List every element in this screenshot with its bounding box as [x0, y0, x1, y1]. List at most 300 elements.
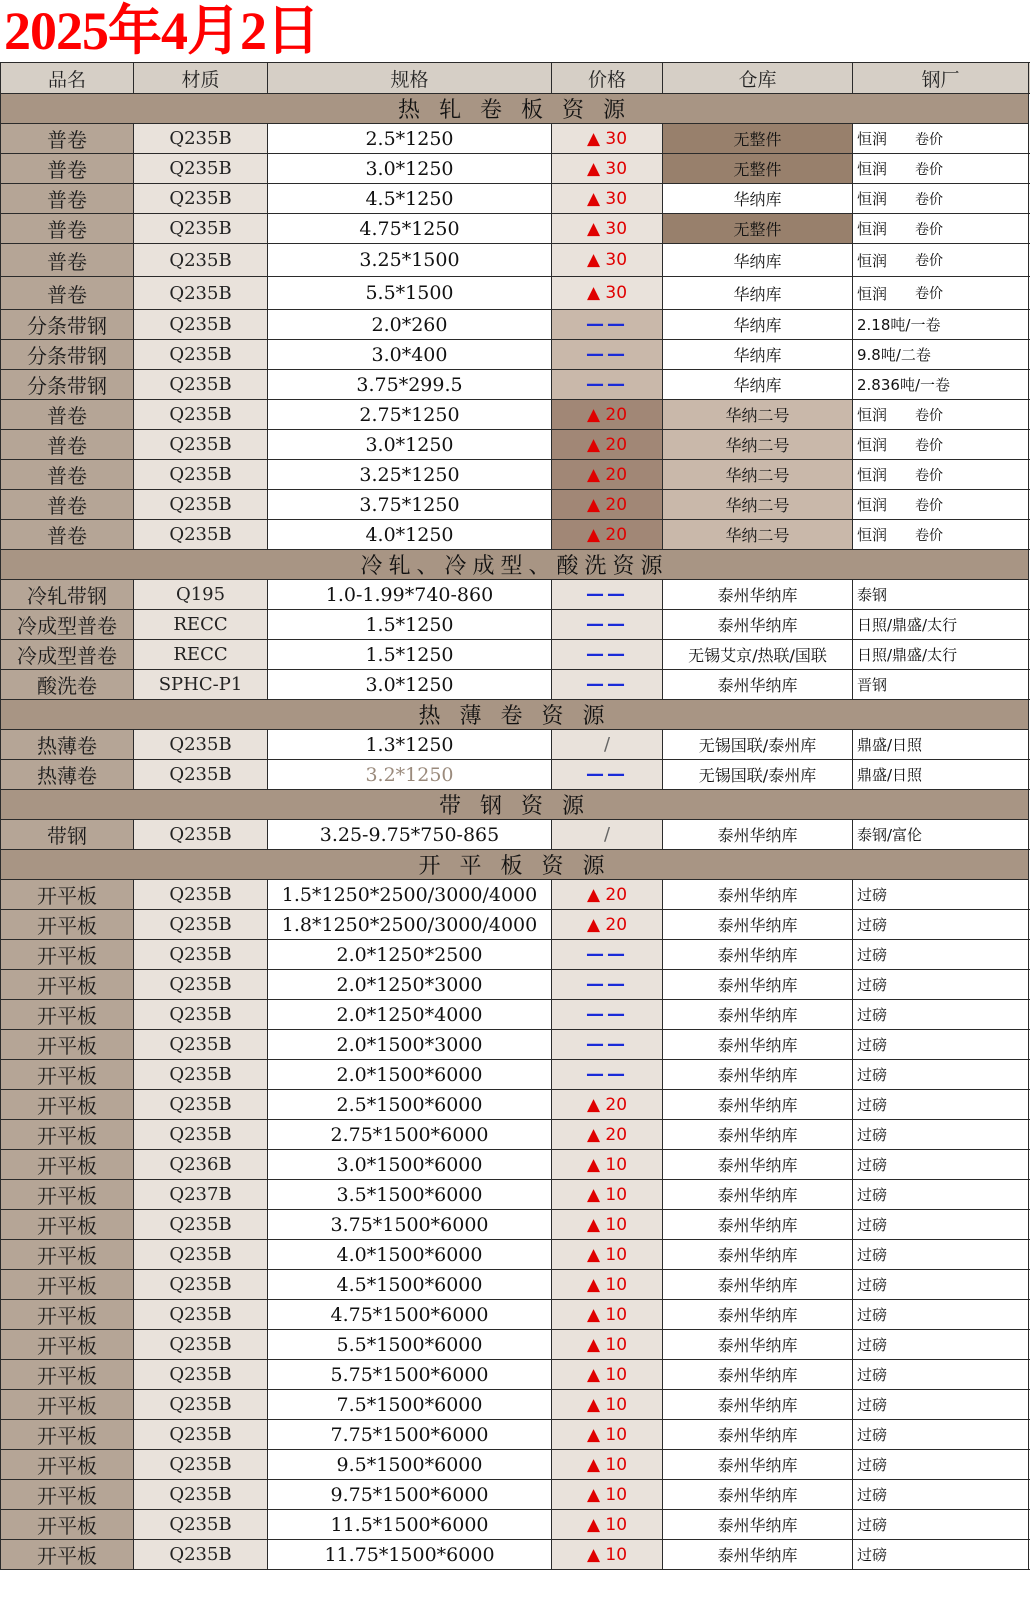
mill-cell	[853, 520, 1029, 549]
table-row	[0, 940, 1030, 970]
table-row	[0, 1090, 1030, 1120]
header-spec: 规格	[268, 63, 552, 93]
material-cell: Q235B	[134, 430, 268, 459]
product-name-cell: 普卷	[0, 520, 134, 549]
product-name-cell: 酸洗卷	[0, 670, 134, 699]
product-name-cell: 带钢	[0, 820, 134, 849]
warehouse-cell: 华纳库	[663, 340, 853, 369]
mill-cell	[853, 1420, 1029, 1449]
table-row	[0, 244, 1030, 277]
material-cell: Q235B	[134, 1090, 268, 1119]
mill-name: 晋钢	[857, 676, 888, 694]
material-cell: Q235B	[134, 910, 268, 939]
warehouse-cell: 泰州华纳库	[663, 1000, 853, 1029]
section-header: 开 平 板 资 源	[0, 850, 1029, 880]
table-body	[0, 94, 1030, 1570]
warehouse-cell: 泰州华纳库	[663, 1060, 853, 1089]
price-cell: ▲ 10	[552, 1480, 663, 1509]
price-cell: ▲ 10	[552, 1240, 663, 1269]
spec-cell: 3.0*400	[268, 340, 552, 369]
spec-cell: 3.0*1250	[268, 430, 552, 459]
material-cell: RECC	[134, 610, 268, 639]
warehouse-cell: 泰州华纳库	[663, 880, 853, 909]
spec-cell: 3.0*1250	[268, 154, 552, 183]
table-row	[0, 730, 1030, 760]
product-name-cell: 普卷	[0, 214, 134, 243]
mill-note: 卷价	[915, 497, 944, 514]
spec-cell: 1.8*1250*2500/3000/4000	[268, 910, 552, 939]
table-row	[0, 1210, 1030, 1240]
mill-cell	[853, 1300, 1029, 1329]
table-row	[0, 154, 1030, 184]
price-cell: ——	[552, 640, 663, 669]
mill-name: 过磅	[857, 886, 888, 904]
material-cell: Q235B	[134, 400, 268, 429]
mill-cell	[853, 430, 1029, 459]
warehouse-cell: 泰州华纳库	[663, 1450, 853, 1479]
table-row	[0, 910, 1030, 940]
mill-cell	[853, 1060, 1029, 1089]
mill-cell	[853, 1120, 1029, 1149]
mill-note: 卷价	[915, 407, 944, 424]
mill-name: 恒润	[857, 190, 888, 208]
mill-name: 恒润	[857, 251, 888, 270]
mill-cell	[853, 1000, 1029, 1029]
price-cell: ▲ 20	[552, 1120, 663, 1149]
table-row	[0, 124, 1030, 154]
product-name-cell: 分条带钢	[0, 340, 134, 369]
mill-name: 过磅	[857, 1126, 888, 1144]
table-row	[0, 1270, 1030, 1300]
mill-name: 过磅	[857, 916, 888, 934]
spec-cell: 7.75*1500*6000	[268, 1420, 552, 1449]
product-name-cell: 开平板	[0, 970, 134, 999]
header-material: 材质	[134, 63, 268, 93]
product-name-cell: 分条带钢	[0, 370, 134, 399]
warehouse-cell: 华纳库	[663, 277, 853, 309]
material-cell: Q235B	[134, 277, 268, 309]
price-cell: ▲ 10	[552, 1540, 663, 1569]
mill-name: 过磅	[857, 1456, 888, 1474]
spec-cell: 9.75*1500*6000	[268, 1480, 552, 1509]
mill-note: 卷价	[915, 527, 944, 544]
mill-name: 过磅	[857, 1516, 888, 1534]
table-row	[0, 1240, 1030, 1270]
mill-cell	[853, 124, 1029, 153]
material-cell: Q235B	[134, 520, 268, 549]
price-cell: ▲ 10	[552, 1360, 663, 1389]
warehouse-cell: 华纳库	[663, 244, 853, 276]
mill-cell	[853, 610, 1029, 639]
mill-name: 恒润	[857, 160, 888, 178]
table-row	[0, 1540, 1030, 1570]
material-cell: Q235B	[134, 1000, 268, 1029]
price-cell: ▲ 20	[552, 460, 663, 489]
price-cell: ▲ 10	[552, 1510, 663, 1539]
mill-cell	[853, 940, 1029, 969]
product-name-cell: 冷成型普卷	[0, 640, 134, 669]
table-row	[0, 1450, 1030, 1480]
table-row	[0, 1030, 1030, 1060]
mill-cell	[853, 910, 1029, 939]
section-header: 冷轧、冷成型、酸洗资源	[0, 550, 1029, 580]
product-name-cell: 普卷	[0, 124, 134, 153]
mill-name: 过磅	[857, 1336, 888, 1354]
warehouse-cell: 无锡国联/泰州库	[663, 730, 853, 759]
mill-name: 过磅	[857, 1216, 888, 1234]
header-price: 价格	[552, 63, 663, 93]
table-row	[0, 820, 1030, 850]
mill-cell	[853, 400, 1029, 429]
mill-cell	[853, 277, 1029, 309]
product-name-cell: 开平板	[0, 1480, 134, 1509]
spec-cell: 3.75*299.5	[268, 370, 552, 399]
spec-cell: 2.5*1500*6000	[268, 1090, 552, 1119]
spec-cell: 3.0*1500*6000	[268, 1150, 552, 1179]
table-row	[0, 370, 1030, 400]
mill-cell	[853, 370, 1029, 399]
warehouse-cell: 泰州华纳库	[663, 1180, 853, 1209]
mill-note: 卷价	[915, 131, 944, 148]
mill-cell	[853, 340, 1029, 369]
price-cell: ——	[552, 610, 663, 639]
mill-cell	[853, 1360, 1029, 1389]
mill-name: 鼎盛/日照	[857, 736, 923, 754]
header-product-name: 品名	[0, 63, 134, 93]
warehouse-cell: 泰州华纳库	[663, 1120, 853, 1149]
warehouse-cell: 华纳库	[663, 370, 853, 399]
section-header: 带 钢 资 源	[0, 790, 1029, 820]
product-name-cell: 开平板	[0, 1450, 134, 1479]
mill-cell	[853, 1480, 1029, 1509]
warehouse-cell: 泰州华纳库	[663, 610, 853, 639]
table-row	[0, 1480, 1030, 1510]
product-name-cell: 分条带钢	[0, 310, 134, 339]
material-cell: Q235B	[134, 310, 268, 339]
table-row	[0, 640, 1030, 670]
warehouse-cell: 泰州华纳库	[663, 1330, 853, 1359]
table-row	[0, 1420, 1030, 1450]
product-name-cell: 开平板	[0, 1120, 134, 1149]
price-cell: ▲ 30	[552, 244, 663, 276]
mill-name: 恒润	[857, 496, 888, 514]
product-name-cell: 开平板	[0, 1420, 134, 1449]
material-cell: Q237B	[134, 1180, 268, 1209]
material-cell: Q235B	[134, 820, 268, 849]
mill-note: 卷价	[915, 253, 944, 269]
price-cell: ▲ 20	[552, 880, 663, 909]
spec-cell: 3.0*1250	[268, 670, 552, 699]
mill-name: 2.836吨/一卷	[857, 376, 950, 394]
product-name-cell: 开平板	[0, 1510, 134, 1539]
spec-cell: 3.25*1500	[268, 244, 552, 276]
material-cell: Q235B	[134, 1540, 268, 1569]
spec-cell: 2.0*1250*2500	[268, 940, 552, 969]
product-name-cell: 普卷	[0, 244, 134, 276]
material-cell: Q235B	[134, 1240, 268, 1269]
spec-cell: 3.25-9.75*750-865	[268, 820, 552, 849]
warehouse-cell: 无整件	[663, 214, 853, 243]
mill-cell	[853, 1180, 1029, 1209]
warehouse-cell: 华纳二号	[663, 430, 853, 459]
product-name-cell: 冷成型普卷	[0, 610, 134, 639]
price-cell: ——	[552, 970, 663, 999]
mill-name: 泰钢/富伦	[857, 826, 923, 844]
product-name-cell: 普卷	[0, 400, 134, 429]
mill-name: 过磅	[857, 1486, 888, 1504]
table-row	[0, 1000, 1030, 1030]
spec-cell: 5.75*1500*6000	[268, 1360, 552, 1389]
spec-cell: 3.75*1500*6000	[268, 1210, 552, 1239]
material-cell: Q236B	[134, 1150, 268, 1179]
mill-name: 过磅	[857, 976, 888, 994]
spec-cell: 11.75*1500*6000	[268, 1540, 552, 1569]
spec-cell: 1.5*1250*2500/3000/4000	[268, 880, 552, 909]
price-cell: ▲ 30	[552, 124, 663, 153]
mill-name: 过磅	[857, 1546, 888, 1564]
spec-cell: 3.2*1250	[268, 760, 552, 789]
material-cell: Q235B	[134, 1420, 268, 1449]
spec-cell: 2.75*1250	[268, 400, 552, 429]
material-cell: Q235B	[134, 1210, 268, 1239]
warehouse-cell: 华纳二号	[663, 400, 853, 429]
price-cell: ▲ 10	[552, 1390, 663, 1419]
mill-name: 过磅	[857, 1306, 888, 1324]
price-cell: ▲ 10	[552, 1270, 663, 1299]
material-cell: Q195	[134, 580, 268, 609]
mill-cell	[853, 970, 1029, 999]
spec-cell: 1.5*1250	[268, 640, 552, 669]
material-cell: Q235B	[134, 1510, 268, 1539]
material-cell: Q235B	[134, 460, 268, 489]
mill-cell	[853, 820, 1029, 849]
spec-cell: 5.5*1500*6000	[268, 1330, 552, 1359]
spec-cell: 4.75*1500*6000	[268, 1300, 552, 1329]
warehouse-cell: 华纳二号	[663, 490, 853, 519]
mill-name: 日照/鼎盛/太行	[857, 616, 958, 634]
mill-name: 过磅	[857, 946, 888, 964]
spec-cell: 2.75*1500*6000	[268, 1120, 552, 1149]
material-cell: Q235B	[134, 340, 268, 369]
warehouse-cell: 泰州华纳库	[663, 820, 853, 849]
price-cell: ▲ 20	[552, 490, 663, 519]
price-cell: ——	[552, 760, 663, 789]
product-name-cell: 普卷	[0, 277, 134, 309]
mill-cell	[853, 1240, 1029, 1269]
warehouse-cell: 无锡国联/泰州库	[663, 760, 853, 789]
table-row	[0, 1510, 1030, 1540]
price-cell: ——	[552, 1000, 663, 1029]
product-name-cell: 开平板	[0, 1540, 134, 1569]
mill-cell	[853, 730, 1029, 759]
mill-cell	[853, 1450, 1029, 1479]
warehouse-cell: 泰州华纳库	[663, 1090, 853, 1119]
product-name-cell: 开平板	[0, 940, 134, 969]
price-cell: ▲ 10	[552, 1330, 663, 1359]
product-name-cell: 开平板	[0, 1300, 134, 1329]
mill-name: 恒润	[857, 466, 888, 484]
mill-cell	[853, 214, 1029, 243]
product-name-cell: 开平板	[0, 1210, 134, 1239]
mill-name: 恒润	[857, 526, 888, 544]
material-cell: Q235B	[134, 940, 268, 969]
warehouse-cell: 泰州华纳库	[663, 1210, 853, 1239]
spec-cell: 11.5*1500*6000	[268, 1510, 552, 1539]
mill-name: 过磅	[857, 1246, 888, 1264]
warehouse-cell: 泰州华纳库	[663, 670, 853, 699]
price-cell: ▲ 10	[552, 1300, 663, 1329]
mill-cell	[853, 310, 1029, 339]
product-name-cell: 开平板	[0, 1360, 134, 1389]
material-cell: RECC	[134, 640, 268, 669]
warehouse-cell: 泰州华纳库	[663, 1540, 853, 1569]
material-cell: Q235B	[134, 1270, 268, 1299]
mill-cell	[853, 1090, 1029, 1119]
mill-name: 日照/鼎盛/太行	[857, 646, 958, 664]
spec-cell: 1.3*1250	[268, 730, 552, 759]
price-cell: ——	[552, 310, 663, 339]
price-cell: ▲ 20	[552, 430, 663, 459]
product-name-cell: 普卷	[0, 490, 134, 519]
mill-cell	[853, 1330, 1029, 1359]
warehouse-cell: 泰州华纳库	[663, 1300, 853, 1329]
price-cell: ▲ 30	[552, 184, 663, 213]
mill-name: 过磅	[857, 1006, 888, 1024]
material-cell: Q235B	[134, 124, 268, 153]
product-name-cell: 开平板	[0, 1330, 134, 1359]
material-cell: Q235B	[134, 1330, 268, 1359]
mill-cell	[853, 1510, 1029, 1539]
table-row	[0, 1300, 1030, 1330]
spec-cell: 3.25*1250	[268, 460, 552, 489]
table-row	[0, 880, 1030, 910]
mill-note: 卷价	[915, 161, 944, 178]
price-cell: ▲ 20	[552, 400, 663, 429]
warehouse-cell: 华纳二号	[663, 520, 853, 549]
spec-cell: 3.5*1500*6000	[268, 1180, 552, 1209]
mill-name: 2.18吨/一卷	[857, 316, 941, 334]
spec-cell: 2.0*1250*3000	[268, 970, 552, 999]
material-cell: Q235B	[134, 1060, 268, 1089]
table-row	[0, 610, 1030, 640]
mill-name: 9.8吨/二卷	[857, 346, 931, 364]
spec-cell: 3.75*1250	[268, 490, 552, 519]
spec-cell: 2.5*1250	[268, 124, 552, 153]
table-row	[0, 1120, 1030, 1150]
product-name-cell: 普卷	[0, 430, 134, 459]
spec-cell: 4.75*1250	[268, 214, 552, 243]
price-cell: ▲ 10	[552, 1420, 663, 1449]
price-cell: ——	[552, 340, 663, 369]
warehouse-cell: 泰州华纳库	[663, 1480, 853, 1509]
spec-cell: 4.5*1250	[268, 184, 552, 213]
table-row	[0, 430, 1030, 460]
material-cell: Q235B	[134, 1390, 268, 1419]
product-name-cell: 开平板	[0, 1000, 134, 1029]
product-name-cell: 开平板	[0, 880, 134, 909]
mill-cell	[853, 1030, 1029, 1059]
table-row	[0, 184, 1030, 214]
material-cell: Q235B	[134, 184, 268, 213]
material-cell: Q235B	[134, 214, 268, 243]
spec-cell: 2.0*1250*4000	[268, 1000, 552, 1029]
product-name-cell: 热薄卷	[0, 760, 134, 789]
spec-cell: 2.0*1500*3000	[268, 1030, 552, 1059]
warehouse-cell: 泰州华纳库	[663, 1360, 853, 1389]
material-cell: Q235B	[134, 1030, 268, 1059]
mill-name: 过磅	[857, 1366, 888, 1384]
material-cell: Q235B	[134, 370, 268, 399]
warehouse-cell: 泰州华纳库	[663, 970, 853, 999]
mill-note: 卷价	[915, 191, 944, 208]
mill-note: 卷价	[915, 286, 944, 302]
material-cell: Q235B	[134, 1300, 268, 1329]
page-title: 2025年4月2日	[4, 1, 319, 61]
product-name-cell: 开平板	[0, 1150, 134, 1179]
mill-name: 恒润	[857, 406, 888, 424]
spec-cell: 4.0*1500*6000	[268, 1240, 552, 1269]
price-sheet	[0, 62, 1030, 1570]
mill-cell	[853, 1540, 1029, 1569]
mill-name: 恒润	[857, 130, 888, 148]
product-name-cell: 开平板	[0, 1090, 134, 1119]
mill-name: 过磅	[857, 1036, 888, 1054]
mill-name: 过磅	[857, 1096, 888, 1114]
mill-name: 过磅	[857, 1066, 888, 1084]
material-cell: Q235B	[134, 880, 268, 909]
mill-cell	[853, 640, 1029, 669]
mill-cell	[853, 670, 1029, 699]
price-cell: ▲ 10	[552, 1150, 663, 1179]
table-row	[0, 460, 1030, 490]
section-header: 热 轧 卷 板 资 源	[0, 94, 1029, 124]
mill-cell	[853, 244, 1029, 276]
price-cell: ▲ 20	[552, 910, 663, 939]
warehouse-cell: 泰州华纳库	[663, 910, 853, 939]
warehouse-cell: 华纳二号	[663, 460, 853, 489]
mill-cell	[853, 880, 1029, 909]
product-name-cell: 开平板	[0, 1270, 134, 1299]
product-name-cell: 热薄卷	[0, 730, 134, 759]
product-name-cell: 开平板	[0, 1180, 134, 1209]
price-cell: ▲ 10	[552, 1180, 663, 1209]
spec-cell: 2.0*1500*6000	[268, 1060, 552, 1089]
mill-name: 恒润	[857, 220, 888, 238]
table-row	[0, 1150, 1030, 1180]
spec-cell: 5.5*1500	[268, 277, 552, 309]
table-row	[0, 760, 1030, 790]
material-cell: Q235B	[134, 490, 268, 519]
material-cell: Q235B	[134, 154, 268, 183]
mill-note: 卷价	[915, 437, 944, 454]
table-row	[0, 340, 1030, 370]
product-name-cell: 开平板	[0, 1390, 134, 1419]
spec-cell: 2.0*260	[268, 310, 552, 339]
mill-cell	[853, 1270, 1029, 1299]
spec-cell: 9.5*1500*6000	[268, 1450, 552, 1479]
warehouse-cell: 泰州华纳库	[663, 1510, 853, 1539]
mill-cell	[853, 580, 1029, 609]
mill-cell	[853, 1390, 1029, 1419]
price-cell: ——	[552, 370, 663, 399]
price-cell: ▲ 30	[552, 277, 663, 309]
material-cell: Q235B	[134, 730, 268, 759]
table-row	[0, 1360, 1030, 1390]
section-header: 热 薄 卷 资 源	[0, 700, 1029, 730]
mill-cell	[853, 184, 1029, 213]
price-cell: /	[552, 820, 663, 849]
mill-name: 过磅	[857, 1426, 888, 1444]
